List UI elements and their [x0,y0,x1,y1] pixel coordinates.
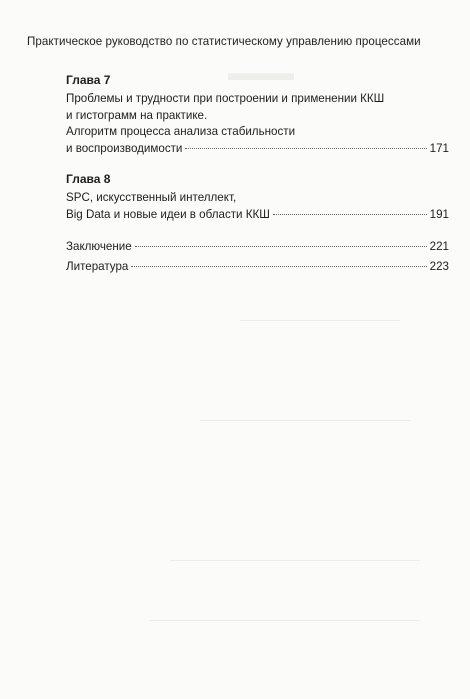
dot-leader [185,148,426,149]
toc-entry-conclusion[interactable] [66,239,449,256]
chapter-title-line: Алгоритм процесса анализа стабильности [66,125,296,138]
dot-leader [273,214,427,215]
bleed-through-rule [240,320,400,321]
bleed-through-mark: ▬▬▬ [228,60,294,85]
toc-entry[interactable] [66,207,449,224]
chapter-title-line: SPC, искусственный интеллект, [66,191,237,204]
section-title: Заключение [66,240,132,253]
chapter-title-line: Проблемы и трудности при построении и применении ККШ [66,92,385,105]
bleed-through-rule [200,420,410,421]
bleed-through-rule [150,620,420,621]
chapter-label: Глава 7 [66,73,111,87]
toc-entry-literature[interactable] [66,259,449,276]
chapter-title-line: и воспроизводимости [66,141,183,155]
page-number: 191 [429,207,449,221]
page-number: 223 [429,259,449,273]
chapter-title-line: Big Data и новые идеи в области ККШ [66,207,270,221]
toc-chapter-8 [66,171,449,223]
toc-chapter-7 [66,72,449,157]
chapter-title-line: и гистограмм на практике. [66,108,208,122]
page-number: 171 [429,141,449,155]
dot-leader [135,246,427,247]
table-of-contents [66,72,449,275]
toc-entry[interactable] [66,141,449,158]
bleed-through-rule [170,560,420,561]
chapter-label: Глава 8 [66,172,111,186]
running-head: Практическое руководство по статистическому управлению процессами [27,35,421,48]
section-title: Литература [66,259,129,273]
page-number: 221 [429,240,449,253]
dot-leader [131,266,426,267]
